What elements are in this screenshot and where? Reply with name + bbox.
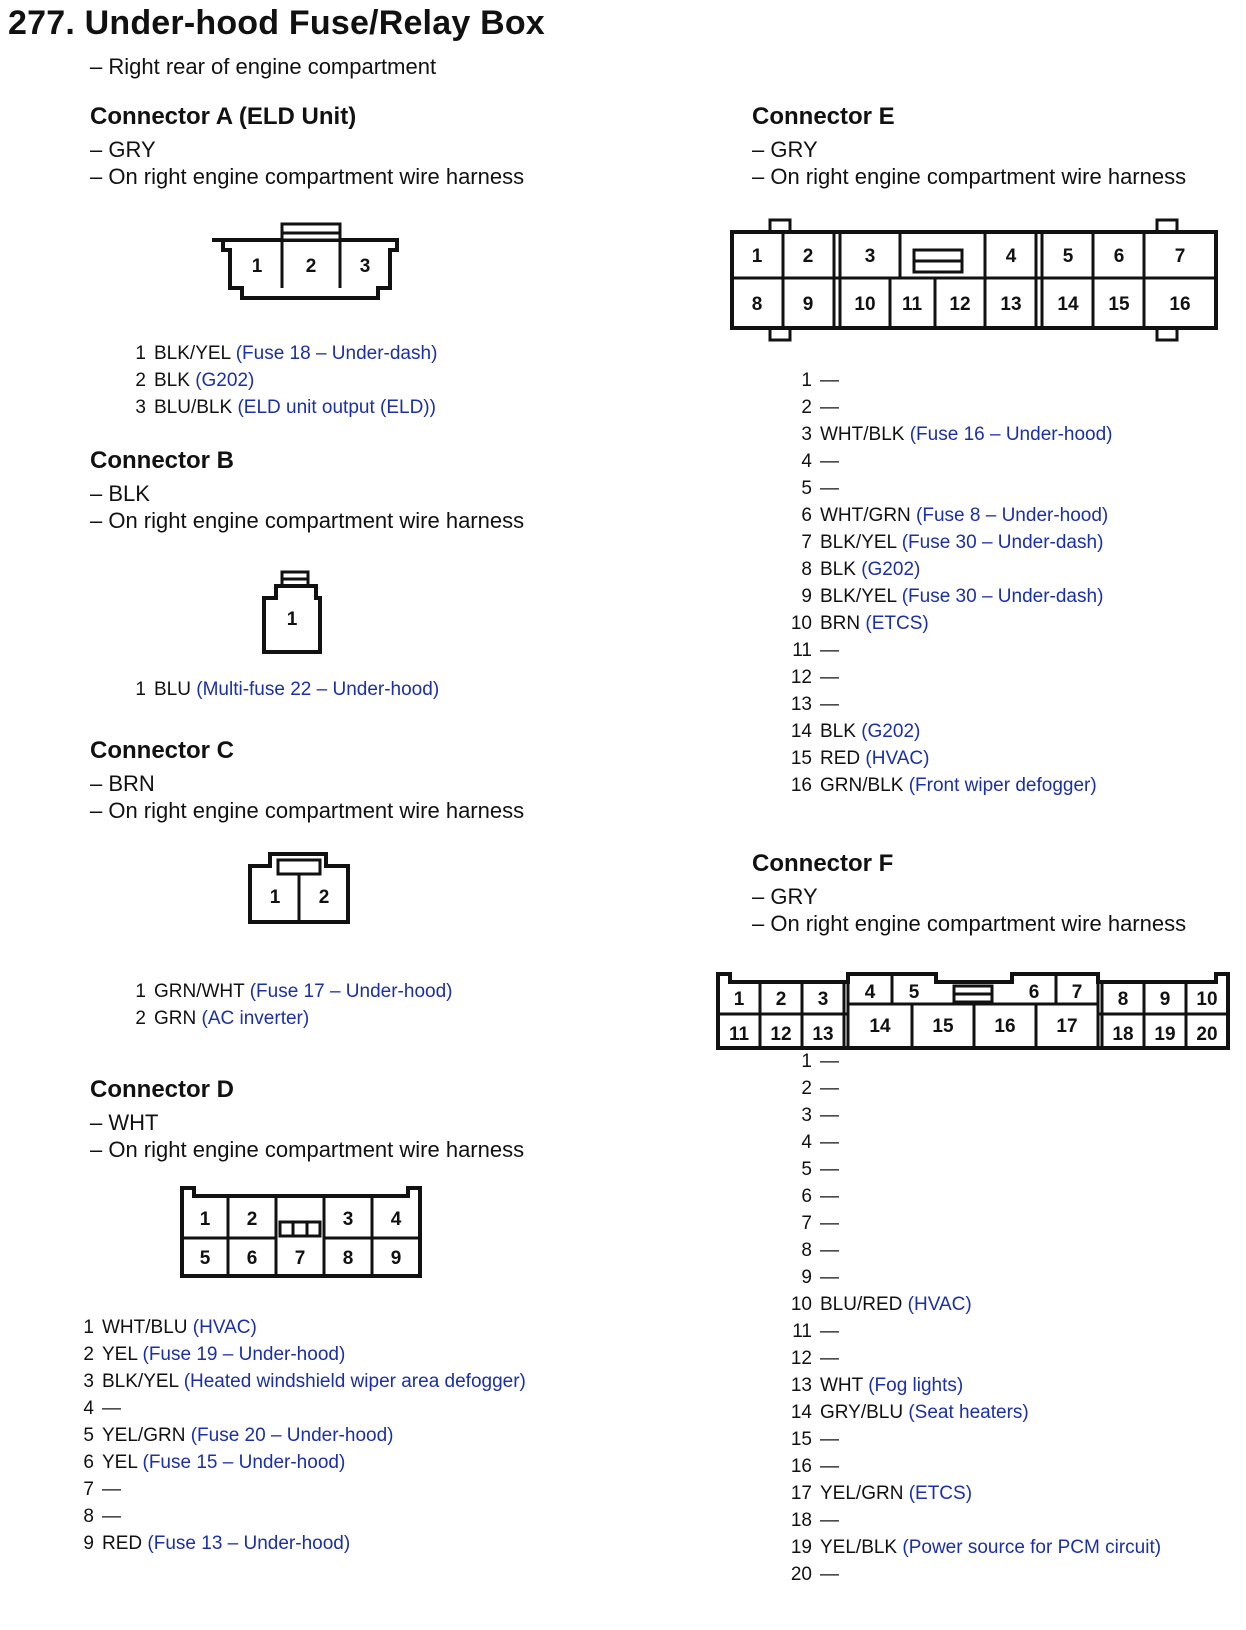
pin-wire: —: [102, 1398, 121, 1419]
pin-number: 9: [801, 586, 812, 607]
pin-wire: BLK/YEL: [820, 586, 897, 607]
pin-description: (ELD unit output (ELD)): [237, 397, 436, 418]
connector-d-cell: 2: [246, 1209, 258, 1230]
pin-number: 17: [790, 1483, 812, 1504]
pin-row: [786, 664, 1113, 691]
pin-row: [786, 1561, 1161, 1588]
connector-e-cell: 14: [1057, 294, 1079, 315]
connector-d-color: – WHT: [90, 1110, 159, 1135]
connector-a-diagram: [210, 222, 410, 312]
pin-row: [786, 691, 1113, 718]
pin-wire: —: [820, 1348, 839, 1369]
pin-row: [786, 772, 1113, 799]
pin-row: [786, 718, 1113, 745]
pin-row: [786, 394, 1113, 421]
pin-wire: BLU: [154, 679, 191, 700]
pin-number: 8: [801, 559, 812, 580]
pin-row: [786, 1048, 1161, 1075]
pin-wire: WHT/GRN: [820, 505, 911, 526]
pin-row: [786, 1399, 1161, 1426]
pin-number: 4: [83, 1398, 94, 1419]
pin-row: [80, 1530, 526, 1557]
connector-e-cell: 9: [802, 294, 814, 315]
pin-wire: WHT: [820, 1375, 863, 1396]
pin-row: [80, 1341, 526, 1368]
connector-a-pin-list: [132, 340, 437, 421]
pin-number: 20: [790, 1564, 812, 1585]
pin-number: 5: [801, 1159, 812, 1180]
pin-number: 2: [801, 397, 812, 418]
pin-description: (AC inverter): [201, 1008, 310, 1029]
pin-wire: —: [820, 478, 839, 499]
pin-row: [786, 1507, 1161, 1534]
connector-c-cell: 1: [269, 887, 281, 908]
pin-wire: —: [820, 1078, 839, 1099]
connector-d-location: – On right engine compartment wire harness: [90, 1137, 525, 1162]
pin-wire: YEL/GRN: [102, 1425, 186, 1446]
pin-wire: YEL: [102, 1452, 138, 1473]
pin-row: [80, 1503, 526, 1530]
pin-row: [786, 610, 1113, 637]
connector-c-meta: [90, 770, 524, 824]
pin-number: 13: [790, 1375, 812, 1396]
pin-row: [80, 1422, 526, 1449]
pin-row: [786, 1480, 1161, 1507]
connector-a-cell: 3: [359, 256, 371, 277]
connector-a-cell: 2: [305, 256, 317, 277]
pin-number: 1: [135, 679, 146, 700]
pin-number: 2: [83, 1344, 94, 1365]
pin-number: 10: [790, 613, 812, 634]
pin-wire: —: [820, 451, 839, 472]
connector-f-cell: 10: [1196, 989, 1218, 1010]
connector-f-cell: 8: [1117, 989, 1129, 1010]
connector-a-title: Connector A (ELD Unit): [90, 103, 357, 130]
pin-row: [786, 1426, 1161, 1453]
pin-wire: BRN: [820, 613, 861, 634]
pin-number: 4: [801, 1132, 812, 1153]
pin-description: (Fuse 18 – Under-dash): [235, 343, 438, 364]
pin-wire: RED: [102, 1533, 143, 1554]
pin-number: 11: [792, 1321, 812, 1342]
pin-description: (HVAC): [192, 1317, 257, 1338]
connector-f-cell: 11: [728, 1024, 750, 1045]
pin-number: 6: [83, 1452, 94, 1473]
pin-description: (Fuse 8 – Under-hood): [916, 505, 1109, 526]
pin-number: 5: [83, 1425, 94, 1446]
pin-number: 19: [790, 1537, 812, 1558]
connector-f-cell: 4: [864, 982, 876, 1003]
connector-f-pin-list: [786, 1048, 1161, 1588]
connector-e-cell: 6: [1113, 246, 1125, 267]
page-title: 277. Under-hood Fuse/Relay Box: [8, 4, 545, 42]
pin-wire: BLK: [154, 370, 190, 391]
connector-c-color: – BRN: [90, 771, 155, 796]
pin-number: 1: [83, 1317, 94, 1338]
pin-row: [80, 1314, 526, 1341]
pin-number: 3: [83, 1371, 94, 1392]
pin-description: (ETCS): [908, 1483, 973, 1504]
connector-e-cell: 2: [802, 246, 814, 267]
connector-f-cell: 12: [770, 1024, 792, 1045]
pin-number: 18: [790, 1510, 812, 1531]
connector-a-location: – On right engine compartment wire harness: [90, 164, 525, 189]
pin-wire: GRN/WHT: [154, 981, 245, 1002]
pin-description: (Power source for PCM circuit): [902, 1537, 1162, 1558]
pin-wire: —: [820, 1267, 839, 1288]
pin-wire: —: [820, 640, 839, 661]
connector-f-diagram: [716, 972, 1236, 1052]
connector-e-cell: 13: [1000, 294, 1022, 315]
connector-a-color: – GRY: [90, 137, 156, 162]
pin-wire: —: [820, 1213, 839, 1234]
connector-b-color: – BLK: [90, 481, 150, 506]
connector-d-cell: 5: [199, 1248, 211, 1269]
connector-f-cell: 5: [908, 982, 920, 1003]
pin-wire: —: [820, 1321, 839, 1342]
connector-d-cell: 6: [246, 1248, 258, 1269]
pin-number: 12: [790, 1348, 812, 1369]
connector-f-cell: 15: [932, 1016, 954, 1037]
pin-wire: —: [820, 1456, 839, 1477]
pin-wire: —: [820, 370, 839, 391]
connector-e-cell: 16: [1169, 294, 1191, 315]
pin-description: (ETCS): [865, 613, 929, 634]
connector-e-cell: 1: [751, 246, 763, 267]
pin-row: [786, 637, 1113, 664]
pin-wire: GRN: [154, 1008, 197, 1029]
pin-number: 7: [801, 532, 812, 553]
pin-wire: —: [820, 397, 839, 418]
pin-row: [786, 1075, 1161, 1102]
pin-number: 14: [790, 721, 812, 742]
pin-row: [786, 1183, 1161, 1210]
pin-description: (Fuse 17 – Under-hood): [249, 981, 453, 1002]
pin-wire: BLK/YEL: [154, 343, 231, 364]
pin-wire: YEL/BLK: [820, 1537, 898, 1558]
pin-wire: —: [820, 1159, 839, 1180]
pin-row: [132, 676, 439, 703]
pin-description: (Fog lights): [868, 1375, 964, 1396]
connector-f-cell: 6: [1028, 982, 1040, 1003]
connector-a-meta: [90, 136, 524, 190]
pin-number: 7: [83, 1479, 94, 1500]
connector-f-cell: 13: [812, 1024, 834, 1045]
connector-b-pin-list: [132, 676, 439, 703]
pin-number: 9: [83, 1533, 94, 1554]
connector-e-cell: 7: [1174, 246, 1186, 267]
pin-description: (Fuse 30 – Under-dash): [901, 532, 1104, 553]
connector-e-cell: 4: [1005, 246, 1017, 267]
pin-number: 14: [790, 1402, 812, 1423]
pin-wire: WHT/BLK: [820, 424, 905, 445]
pin-wire: —: [820, 1429, 839, 1450]
pin-number: 16: [790, 775, 812, 796]
connector-e-location: – On right engine compartment wire harness: [752, 164, 1187, 189]
connector-f-cell: 18: [1112, 1024, 1134, 1045]
pin-number: 5: [801, 478, 812, 499]
pin-wire: YEL/GRN: [820, 1483, 904, 1504]
pin-number: 12: [790, 667, 812, 688]
pin-number: 1: [801, 1051, 812, 1072]
page-subtitle: – Right rear of engine compartment: [90, 54, 437, 79]
connector-e-title: Connector E: [752, 103, 895, 130]
pin-description: (Fuse 20 – Under-hood): [190, 1425, 394, 1446]
pin-row: [132, 978, 452, 1005]
pin-description: (G202): [861, 721, 921, 742]
connector-d-cell: 9: [390, 1248, 402, 1269]
pin-wire: GRN/BLK: [820, 775, 904, 796]
connector-f-cell: 2: [775, 989, 787, 1010]
connector-d-cell: 4: [390, 1209, 402, 1230]
pin-row: [786, 529, 1113, 556]
connector-b-cell: 1: [286, 609, 298, 630]
pin-row: [786, 1264, 1161, 1291]
pin-row: [132, 367, 437, 394]
connector-e-cell: 11: [901, 294, 923, 315]
pin-wire: —: [820, 1051, 839, 1072]
pin-wire: YEL: [102, 1344, 138, 1365]
connector-f-meta: [752, 883, 1186, 937]
connector-d-diagram: [180, 1186, 430, 1286]
pin-description: (Fuse 13 – Under-hood): [147, 1533, 351, 1554]
pin-wire: BLK/YEL: [102, 1371, 179, 1392]
pin-number: 2: [135, 1008, 146, 1029]
pin-row: [80, 1368, 526, 1395]
pin-number: 3: [801, 424, 812, 445]
connector-b-title: Connector B: [90, 447, 234, 474]
connector-e-cell: 5: [1062, 246, 1074, 267]
connector-f-cell: 17: [1056, 1016, 1078, 1037]
pin-row: [786, 1345, 1161, 1372]
pin-description: (G202): [861, 559, 921, 580]
pin-number: 11: [792, 640, 812, 661]
connector-e-cell: 10: [854, 294, 876, 315]
connector-e-meta: [752, 136, 1186, 190]
pin-row: [80, 1395, 526, 1422]
connector-d-cell: 3: [342, 1209, 354, 1230]
connector-f-cell: 9: [1159, 989, 1171, 1010]
pin-wire: —: [102, 1506, 121, 1527]
connector-e-cell: 3: [864, 246, 876, 267]
pin-wire: —: [102, 1479, 121, 1500]
pin-description: (Fuse 19 – Under-hood): [142, 1344, 346, 1365]
connector-d-meta: [90, 1109, 524, 1163]
pin-number: 3: [135, 397, 146, 418]
pin-number: 1: [135, 981, 146, 1002]
pin-wire: —: [820, 1510, 839, 1531]
connector-e-pin-list: [786, 367, 1113, 799]
connector-b-meta: [90, 480, 524, 534]
connector-f-cell: 16: [994, 1016, 1016, 1037]
connector-f-cell: 14: [869, 1016, 891, 1037]
pin-row: [132, 1005, 452, 1032]
pin-wire: —: [820, 1240, 839, 1261]
pin-row: [132, 340, 437, 367]
pin-row: [80, 1449, 526, 1476]
pin-wire: —: [820, 694, 839, 715]
pin-row: [786, 1372, 1161, 1399]
connector-e-color: – GRY: [752, 137, 818, 162]
pin-number: 15: [790, 748, 812, 769]
pin-description: (Fuse 16 – Under-hood): [909, 424, 1113, 445]
pin-wire: BLK: [820, 559, 856, 580]
pin-number: 2: [135, 370, 146, 391]
pin-wire: BLU/RED: [820, 1294, 903, 1315]
pin-number: 8: [83, 1506, 94, 1527]
pin-wire: BLU/BLK: [154, 397, 233, 418]
pin-number: 6: [801, 1186, 812, 1207]
pin-number: 8: [801, 1240, 812, 1261]
pin-wire: —: [820, 667, 839, 688]
connector-d-cell: 8: [342, 1248, 354, 1269]
pin-description: (Fuse 15 – Under-hood): [142, 1452, 346, 1473]
connector-f-title: Connector F: [752, 850, 894, 877]
pin-description: (HVAC): [907, 1294, 972, 1315]
pin-row: [786, 1129, 1161, 1156]
pin-number: 7: [801, 1213, 812, 1234]
connector-e-cell: 12: [949, 294, 971, 315]
pin-wire: RED: [820, 748, 861, 769]
pin-wire: BLK/YEL: [820, 532, 897, 553]
connector-b-location: – On right engine compartment wire harness: [90, 508, 525, 533]
connector-d-cell: 7: [294, 1248, 306, 1269]
pin-wire: —: [820, 1564, 839, 1585]
connector-c-title: Connector C: [90, 737, 234, 764]
pin-wire: —: [820, 1186, 839, 1207]
connector-e-cell: 8: [751, 294, 763, 315]
pin-row: [786, 1237, 1161, 1264]
pin-row: [786, 583, 1113, 610]
connector-b-diagram: [262, 570, 332, 660]
pin-row: [786, 556, 1113, 583]
pin-number: 6: [801, 505, 812, 526]
pin-row: [80, 1476, 526, 1503]
pin-number: 1: [801, 370, 812, 391]
pin-number: 9: [801, 1267, 812, 1288]
pin-description: (G202): [195, 370, 255, 391]
pin-row: [786, 1156, 1161, 1183]
pin-number: 15: [790, 1429, 812, 1450]
pin-row: [786, 1318, 1161, 1345]
pin-description: (Fuse 30 – Under-dash): [901, 586, 1104, 607]
pin-wire: GRY/BLU: [820, 1402, 904, 1423]
pin-row: [786, 421, 1113, 448]
pin-row: [786, 502, 1113, 529]
connector-f-cell: 19: [1154, 1024, 1176, 1045]
pin-row: [786, 1102, 1161, 1129]
pin-wire: WHT/BLU: [102, 1317, 188, 1338]
pin-row: [786, 367, 1113, 394]
pin-number: 3: [801, 1105, 812, 1126]
connector-c-cell: 2: [318, 887, 330, 908]
connector-c-location: – On right engine compartment wire harness: [90, 798, 525, 823]
pin-number: 10: [790, 1294, 812, 1315]
pin-row: [786, 475, 1113, 502]
pin-description: (Seat heaters): [908, 1402, 1029, 1423]
pin-row: [786, 745, 1113, 772]
pin-number: 16: [790, 1456, 812, 1477]
connector-d-title: Connector D: [90, 1076, 234, 1103]
pin-number: 2: [801, 1078, 812, 1099]
pin-number: 13: [790, 694, 812, 715]
connector-f-cell: 3: [817, 989, 829, 1010]
pin-wire: —: [820, 1132, 839, 1153]
connector-a-cell: 1: [251, 256, 263, 277]
pin-row: [786, 448, 1113, 475]
connector-c-pin-list: [132, 978, 452, 1032]
pin-row: [786, 1534, 1161, 1561]
connector-f-cell: 7: [1071, 982, 1083, 1003]
pin-row: [786, 1453, 1161, 1480]
pin-row: [132, 394, 437, 421]
connector-f-cell: 1: [733, 989, 745, 1010]
connector-e-cell: 15: [1108, 294, 1130, 315]
pin-number: 1: [135, 343, 146, 364]
connector-d-pin-list: [80, 1314, 526, 1557]
pin-wire: BLK: [820, 721, 856, 742]
pin-wire: —: [820, 1105, 839, 1126]
connector-f-location: – On right engine compartment wire harness: [752, 911, 1187, 936]
pin-row: [786, 1291, 1161, 1318]
pin-number: 4: [801, 451, 812, 472]
connector-e-diagram: [730, 220, 1220, 350]
pin-row: [786, 1210, 1161, 1237]
connector-f-color: – GRY: [752, 884, 818, 909]
connector-f-cell: 20: [1196, 1024, 1218, 1045]
connector-c-diagram: [248, 852, 358, 932]
connector-d-cell: 1: [199, 1209, 211, 1230]
pin-description: (Heated windshield wiper area defogger): [183, 1371, 526, 1392]
pin-description: (Front wiper defogger): [908, 775, 1097, 796]
pin-description: (Multi-fuse 22 – Under-hood): [196, 679, 440, 700]
pin-description: (HVAC): [865, 748, 930, 769]
